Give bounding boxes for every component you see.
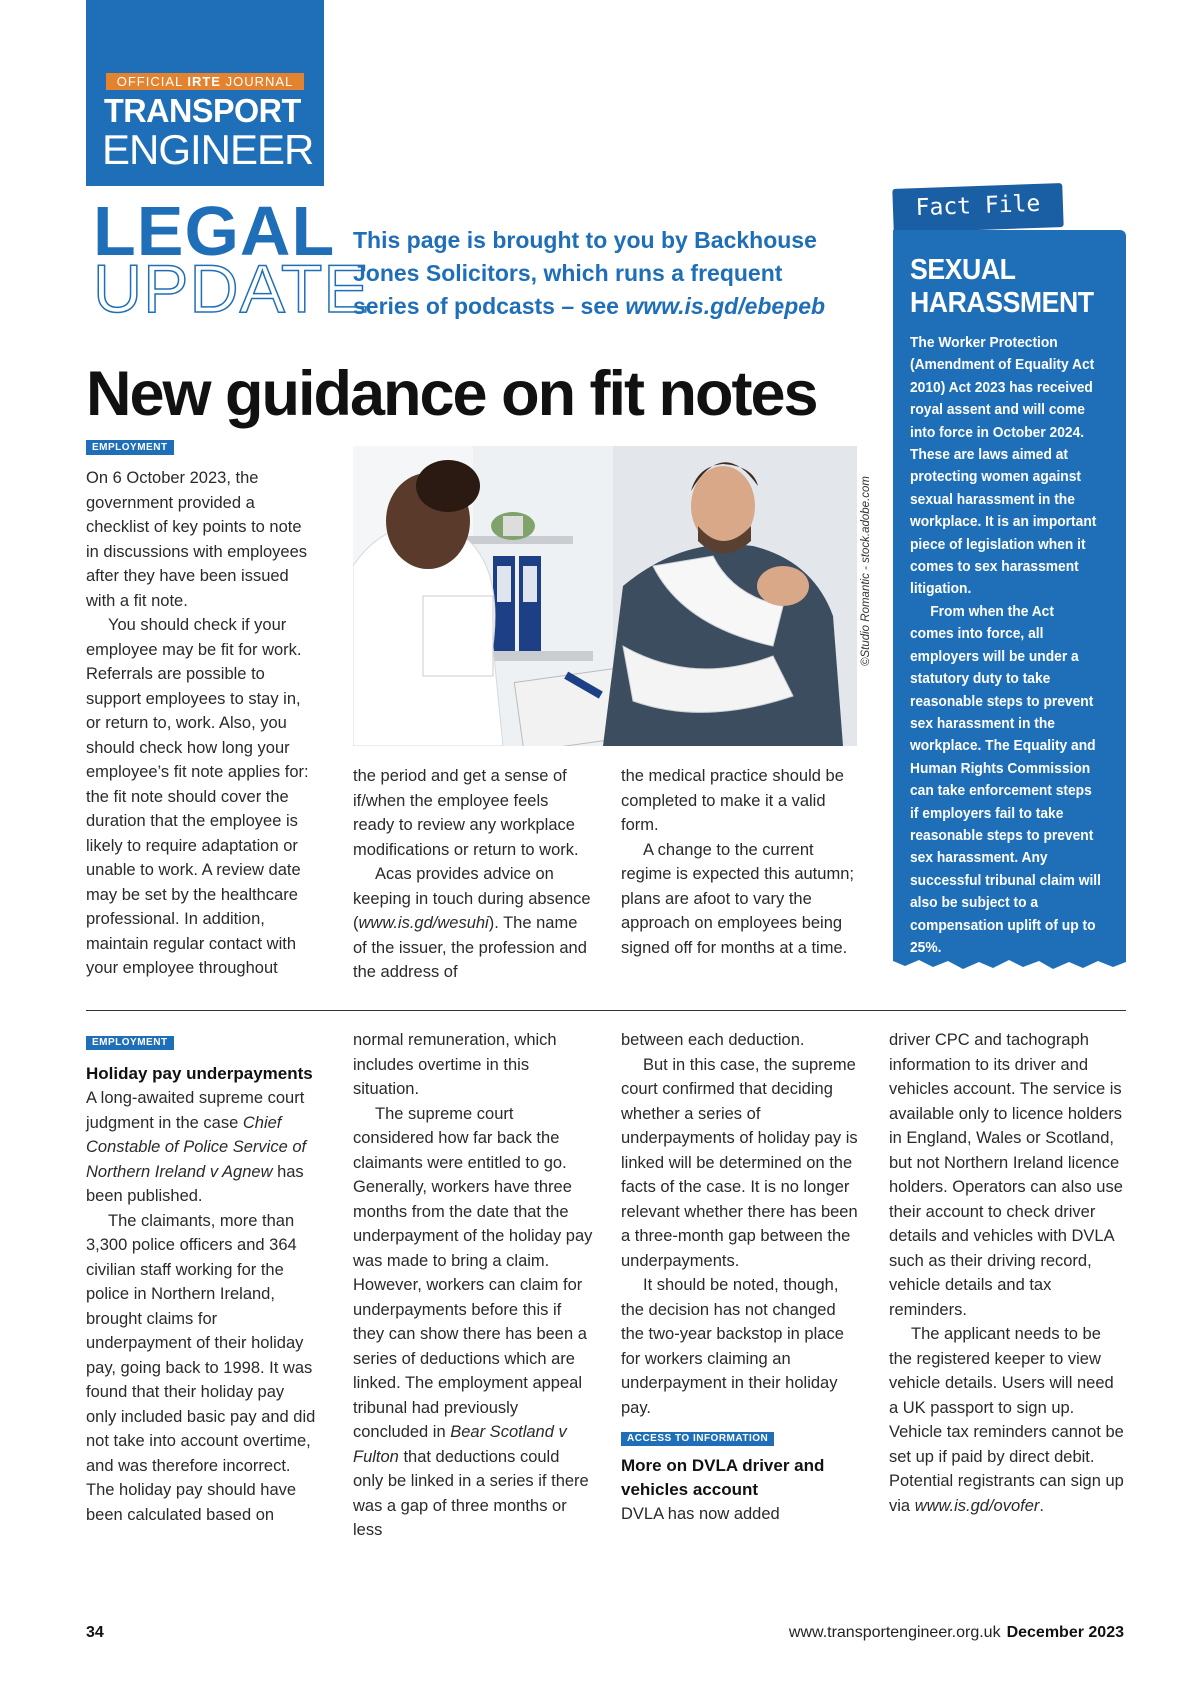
kicker-access-to-information: ACCESS TO INFORMATION [621, 1432, 774, 1446]
masthead-tag: OFFICIAL IRTE JOURNAL [106, 73, 304, 90]
paragraph: On 6 October 2023, the government provided a checklist of key points to note in discussions with employees after they have been issued with a fit note. [86, 469, 308, 610]
paragraph: the medical practice should be completed to make it a valid form. [621, 767, 844, 834]
article3-heading: More on DVLA driver and vehicles account [621, 1456, 825, 1499]
paragraph: driver CPC and tachograph information to its driver and vehicles account. The service is available only to licence holders in England, Wales or Scotland, but not Northern Ireland licence holders. Operators can also use their account to check driver details and vehicles with DVLA such as their driving record, vehicle details and tax reminders. [889, 1031, 1123, 1319]
article2-column3 [621, 1028, 861, 1527]
paragraph: The Worker Protection (Amendment of Equality Act 2010) Act 2023 has received royal assent and will come into force in October 2024. These are laws aimed at protecting women against sexual harassment in the workplace. It is an important piece of legislation when it comes to sex harassment litigation. [910, 334, 1097, 598]
paragraph: between each deduction. [621, 1031, 805, 1049]
section-divider [86, 1010, 1126, 1011]
article3-column4 [889, 1028, 1126, 1518]
issue-date: December 2023 [1006, 1624, 1124, 1641]
acas-link[interactable]: www.is.gd/wesuhi [358, 914, 489, 932]
sponsor-link[interactable]: www.is.gd/ebepeb [625, 293, 826, 319]
article1-column1 [86, 466, 318, 981]
paragraph: Acas provides advice on keeping in touch during absence (www.is.gd/wesuhi). The name of the issuer, the profession and the address of [353, 865, 591, 981]
paragraph: The supreme court considered how far back the claimants were entitled to go. Generally, workers have three months from the date that the underpayment of the holiday pay was made to bring a claim. However, workers can claim for underpayments before this if they can show there has been a series of deductions which are linked. The employment appeal tribunal had previously concluded in Bear Scotland v Fulton that deductions could only be linked in a series if there was a gap of three months or less [353, 1104, 593, 1539]
fact-file-body [910, 332, 1101, 959]
page-headline: New guidance on fit notes [86, 359, 817, 429]
fact-file-title: SEXUAL HARASSMENT [910, 254, 1094, 319]
doctor-patient-illustration [353, 446, 857, 746]
paragraph: The claimants, more than 3,300 police officers and 364 civilian staff working for the police in Northern Ireland, brought claims for underpayment of their holiday pay, going back to 1998. It was found that their holiday pay only included basic pay and did not take into account overtime, and was therefore incorrect. The holiday pay should have been calculated based on [86, 1211, 316, 1524]
torn-edge [893, 956, 1126, 970]
masthead-title-transport: TRANSPORT [104, 92, 301, 129]
article2-column2 [353, 1028, 593, 1543]
article1-column3 [621, 764, 861, 960]
paragraph: A change to the current regime is expected this autumn; plans are afoot to vary the approach on employees being signed off for months at a time. [621, 840, 854, 957]
fact-file-box [893, 230, 1126, 960]
article2-heading: Holiday pay underpayments [86, 1064, 313, 1083]
paragraph: You should check if your employee may be fit for work. Referrals are possible to support employees to stay in, or return to, work. Also, you should check how long your employee’s fit note applies for: the fit note should cover the duration that the employee is likely to require adaptation or unable to work. A review date may be set by the healthcare professional. In addition, maintain regular contact with your employee throughout [86, 616, 309, 977]
paragraph: A long-awaited supreme court judgment in the case Chief Constable of Police Service of Northern Ireland v Agnew has been published. [86, 1089, 307, 1205]
article2-column1 [86, 1028, 318, 1527]
paragraph: It should be noted, though, the decision has not changed the two-year backstop in place for workers claiming an underpayment in their holiday pay. [621, 1276, 844, 1417]
website-link[interactable]: www.transportengineer.org.uk [788, 1624, 1001, 1641]
dvla-link[interactable]: www.is.gd/ovofer [914, 1496, 1040, 1515]
paragraph: From when the Act comes into force, all employers will be under a statutory duty to take reasonable steps to prevent sex harassment in the workplace. The Equality and Human Rights Commission can take enforcement steps if employers fail to take reasonable steps to prevent sex harassment. Any successful tribunal claim will also be subject to a compensation uplift of up to 25%. [910, 602, 1101, 956]
paragraph: the period and get a sense of if/when the employee feels ready to review any workplace modifications or return to work. [353, 767, 579, 859]
sponsor-note: This page is brought to you by Backhouse Jones Solicitors, which runs a frequent series of podcasts – see www.is.gd/ebepeb [353, 227, 826, 319]
kicker-employment: EMPLOYMENT [86, 440, 174, 455]
paragraph: But in this case, the supreme court confirmed that deciding whether a series of underpayments of holiday pay is linked will be determined on the facts of the case. It is no longer relevant whether there has been a three-month gap between the underpayments. [621, 1055, 858, 1270]
fact-file-tab: Fact File [892, 183, 1063, 233]
paragraph: normal remuneration, which includes overtime in this situation. [353, 1031, 557, 1098]
section-title-legal: LEGAL [93, 192, 336, 270]
paragraph: DVLA has now added [621, 1505, 780, 1523]
masthead-title-engineer: ENGINEER [102, 126, 314, 173]
kicker-employment: EMPLOYMENT [86, 1036, 174, 1050]
masthead [86, 0, 324, 186]
article-photo [353, 446, 857, 746]
footer-website [789, 1624, 1124, 1642]
article1-column2 [353, 764, 593, 985]
section-title-update: UPDATE [93, 251, 370, 327]
paragraph: The applicant needs to be the registered keeper to view vehicle details. Users will need a UK passport to sign up. Vehicle tax reminders cannot be set up if paid by direct debit. Potential registrants can sign up via www.is.gd/ovofer. [889, 1325, 1124, 1515]
page-number: 34 [86, 1624, 104, 1641]
photo-credit: ©Studio Romantic - stock.adobe.com [860, 475, 872, 666]
